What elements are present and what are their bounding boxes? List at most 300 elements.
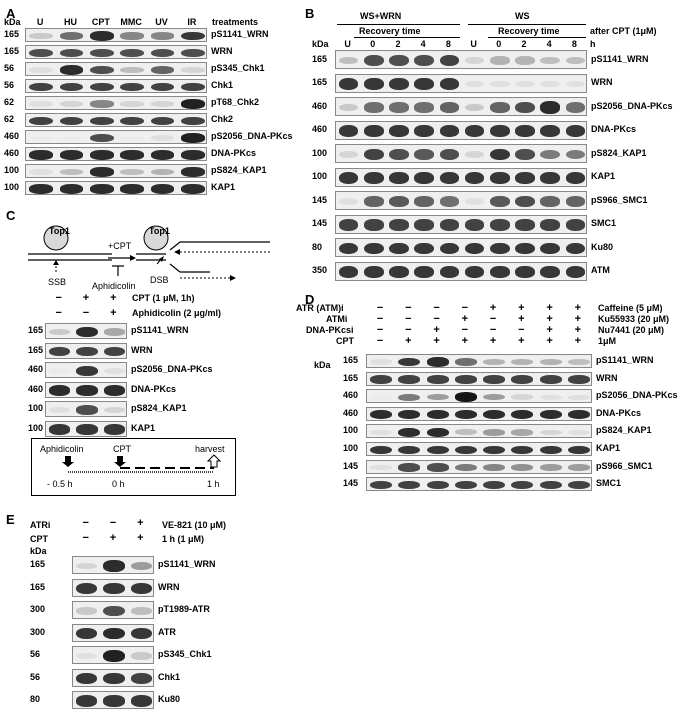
panel-d-band-2-1	[398, 394, 420, 401]
panel-b-band-5-7	[515, 172, 535, 184]
panel-e-blot-pS1141_WRN	[72, 556, 154, 574]
panel-d-sign-3-2: +	[433, 335, 440, 347]
panel-a-kda-5: 62	[4, 114, 15, 124]
panel-d-band-3-7	[568, 410, 590, 419]
panel-d-band-5-4	[483, 446, 505, 455]
panel-a-band-4-2	[90, 100, 114, 107]
panel-a-blot-KAP1	[25, 181, 207, 195]
panel-d-kda-3: 460	[343, 407, 359, 418]
panel-e-band-4-2	[131, 652, 152, 659]
panel-a-blot-WRN	[25, 45, 207, 59]
panel-d-kda-5: 100	[343, 443, 359, 453]
panel-d-band-4-7	[568, 430, 590, 435]
panel-b-band-6-9	[566, 196, 586, 207]
panel-e-band-1-0	[76, 583, 97, 594]
panel-e-band-1-1	[103, 583, 124, 594]
panel-e-blot-pT1989-ATR	[72, 601, 154, 619]
panel-a-name-0: pS1141_WRN	[211, 29, 269, 39]
panel-b-band-5-8	[540, 172, 560, 184]
panel-e-kda-5: 56	[30, 671, 41, 682]
panel-b-band-4-4	[440, 149, 460, 160]
panel-a-blot-DNA-PKcs	[25, 147, 207, 161]
panel-b-band-4-8	[540, 150, 560, 160]
panel-c-band-3-1	[76, 385, 97, 395]
panel-b-band-9-4	[440, 266, 460, 278]
panel-b-band-2-2	[389, 102, 409, 112]
panel-b-band-4-7	[515, 149, 535, 160]
panel-b-blot-ATM	[335, 262, 587, 281]
panel-d-band-0-5	[511, 359, 533, 365]
panel-a-band-9-0	[29, 184, 53, 193]
panel-a-band-7-5	[181, 150, 205, 159]
panel-b-band-4-9	[566, 150, 586, 160]
panel-d-label: D	[305, 292, 315, 307]
panel-b-band-1-5	[465, 81, 485, 88]
panel-b-band-0-2	[389, 55, 409, 66]
panel-a-kda-8: 100	[4, 165, 20, 175]
panel-d-band-7-0	[370, 481, 392, 490]
panel-e-blot-WRN	[72, 579, 154, 597]
panel-b-blot-pS1141_WRN	[335, 50, 587, 69]
panel-b-band-3-9	[566, 125, 586, 137]
panel-b-recovery2: Recovery time	[498, 26, 560, 36]
panel-d-blot-pS1141_WRN	[366, 354, 592, 368]
panel-c-plus-cpt: +CPT	[108, 241, 132, 251]
panel-d-kda-6: 145	[343, 460, 359, 471]
panel-b-band-8-9	[566, 243, 586, 255]
panel-b-recovery1-line	[354, 37, 460, 38]
panel-c-name-4: pS824_KAP1	[131, 403, 187, 413]
panel-c-kda-4: 100	[28, 403, 44, 413]
panel-d-right-3: 1μM	[598, 336, 617, 346]
panel-a-kda-label: kDa	[4, 17, 21, 27]
panel-a-blot-pS1141_WRN	[25, 28, 207, 42]
panel-b-kda-5: 100	[312, 171, 328, 181]
panel-d-band-7-2	[427, 481, 449, 490]
panel-a-band-1-0	[29, 49, 53, 57]
panel-a-band-8-5	[181, 167, 205, 176]
panel-d-kda-7: 145	[343, 478, 359, 489]
panel-c-band-3-0	[49, 385, 70, 395]
panel-e-cond2: CPT	[30, 534, 48, 544]
panel-d-sign-0-4: +	[489, 302, 497, 314]
panel-e-band-4-0	[76, 653, 97, 660]
panel-b-band-3-4	[440, 125, 460, 137]
panel-b-band-7-3	[414, 219, 434, 231]
panel-a-name-7: DNA-PKcs	[211, 148, 257, 158]
panel-b-col-8: 4	[546, 39, 552, 49]
panel-d-band-2-5	[511, 394, 533, 399]
panel-b-band-2-7	[515, 102, 535, 113]
panel-b-blot-WRN	[335, 74, 587, 93]
panel-b-kda-7: 145	[312, 218, 328, 228]
panel-d-sign-2-6: +	[546, 324, 553, 336]
panel-c-band-5-0	[49, 424, 70, 434]
panel-d-name-7: SMC1	[596, 478, 622, 489]
panel-b-band-8-2	[389, 243, 409, 255]
panel-c-blot-KAP1	[45, 421, 127, 437]
panel-e-blot-pS345_Chk1	[72, 646, 154, 664]
panel-c-blot-DNA-PKcs	[45, 382, 127, 398]
panel-b-band-3-2	[389, 125, 409, 137]
panel-b-band-2-3	[414, 102, 434, 112]
panel-c-label: C	[6, 208, 16, 223]
panel-a-band-3-2	[90, 83, 114, 92]
panel-d-sign-1-1: −	[405, 313, 412, 325]
panel-d-name-3: DNA-PKcs	[596, 407, 642, 418]
panel-b-blot-DNA-PKcs	[335, 121, 587, 140]
panel-b-band-1-4	[440, 78, 460, 90]
panel-b-col-0: U	[344, 39, 351, 49]
panel-b-band-3-5	[465, 125, 485, 137]
panel-d-band-7-4	[483, 481, 505, 490]
panel-b-blot-pS824_KAP1	[335, 144, 587, 163]
panel-b-band-7-2	[389, 219, 409, 231]
panel-b-band-4-0	[339, 151, 359, 158]
panel-a-col-UV: UV	[155, 17, 168, 27]
panel-e-name-6: Ku80	[158, 694, 181, 704]
panel-d-kda-2: 460	[343, 390, 359, 401]
panel-e-cond1: ATRi	[30, 520, 51, 530]
panel-a-name-6: pS2056_DNA-PKcs	[211, 131, 293, 141]
panel-b-band-8-8	[540, 243, 560, 255]
panel-c-band-4-0	[49, 407, 70, 413]
panel-d-band-6-3	[455, 464, 477, 471]
panel-d-sign-2-7: +	[574, 324, 582, 336]
panel-d-sign-3-7: +	[574, 335, 582, 347]
panel-d-sign-1-3: +	[461, 313, 469, 325]
panel-a-band-1-2	[90, 49, 114, 57]
panel-b-band-4-5	[465, 151, 485, 158]
panel-e-name-4: pS345_Chk1	[158, 649, 212, 659]
panel-b-col-5: U	[470, 39, 477, 49]
timeline-t2: 0 h	[112, 479, 125, 489]
panel-b-col-4: 8	[445, 39, 451, 49]
panel-d-sign-2-0: −	[376, 324, 384, 336]
panel-d-band-1-2	[427, 375, 449, 384]
panel-b-name-1: WRN	[591, 77, 613, 87]
panel-c-blot-pS1141_WRN	[45, 323, 127, 339]
panel-e-name-2: pT1989-ATR	[158, 604, 210, 614]
panel-b-band-3-6	[490, 125, 510, 137]
panel-d-band-2-3	[455, 392, 477, 402]
panel-d-band-2-7	[568, 395, 590, 400]
panel-b-band-1-0	[339, 78, 359, 90]
panel-a-band-2-3	[120, 67, 144, 73]
panel-a-band-1-3	[120, 49, 144, 57]
panel-b-band-4-1	[364, 149, 384, 161]
panel-b-name-2: pS2056_DNA-PKcs	[591, 100, 673, 111]
panel-b-band-0-3	[414, 55, 434, 66]
panel-b-band-8-1	[364, 243, 384, 255]
panel-d-sign-0-0: −	[376, 302, 384, 314]
panel-a-kda-4: 62	[4, 97, 15, 107]
panel-d-band-6-5	[511, 464, 533, 471]
panel-b-recovery2-line	[488, 37, 586, 38]
panel-a-band-6-5	[181, 133, 205, 142]
panel-b-blot-pS2056_DNA-PKcs	[335, 97, 587, 116]
panel-a-col-U: U	[36, 17, 44, 27]
panel-a-band-9-3	[120, 184, 144, 193]
panel-d-band-7-1	[398, 481, 420, 490]
panel-d-blot-DNA-PKcs	[366, 407, 592, 421]
panel-c-name-2: pS2056_DNA-PKcs	[131, 364, 213, 374]
panel-a-band-3-0	[29, 83, 53, 92]
panel-a-band-2-2	[90, 66, 114, 74]
panel-e-band-3-2	[131, 628, 152, 639]
panel-d-cond-2: DNA-PKcsi	[306, 325, 354, 335]
panel-e-label: E	[6, 512, 15, 527]
panel-d-band-2-0	[370, 395, 392, 400]
panel-a-band-8-2	[90, 167, 114, 176]
panel-c-band-2-0	[49, 368, 70, 374]
panel-e-blot-Ku80	[72, 691, 154, 709]
panel-b-name-4: pS824_KAP1	[591, 147, 647, 158]
panel-b-band-1-3	[414, 78, 434, 90]
panel-a-col-MMC: MMC	[120, 17, 142, 27]
panel-c-kda-0: 165	[28, 325, 44, 335]
panel-c-sign1-2: +	[110, 292, 117, 304]
panel-a-kda-3: 56	[4, 80, 15, 90]
panel-d-band-5-7	[568, 446, 590, 455]
panel-a-band-1-1	[60, 49, 84, 57]
panel-d-band-5-1	[398, 446, 420, 455]
panel-e-band-0-2	[131, 562, 152, 571]
panel-d-band-5-2	[427, 446, 449, 455]
panel-d-band-4-4	[483, 429, 505, 436]
panel-a-band-9-2	[90, 184, 114, 193]
panel-b-col-7: 2	[521, 39, 527, 49]
panel-a-band-9-5	[181, 184, 205, 193]
panel-a-band-3-3	[120, 83, 144, 92]
panel-b-band-2-6	[490, 102, 510, 113]
panel-d-band-1-1	[398, 375, 420, 384]
panel-b-band-7-0	[339, 219, 359, 231]
panel-b-band-5-2	[389, 172, 409, 184]
panel-b-recovery1: Recovery time	[359, 26, 421, 36]
panel-d-band-7-5	[511, 481, 533, 490]
panel-a-band-6-3	[120, 136, 144, 141]
panel-d-right-1: Ku55933 (20 μM)	[598, 314, 670, 324]
panel-d-band-4-5	[511, 429, 533, 435]
panel-a-band-7-4	[151, 150, 175, 159]
panel-b-band-7-9	[566, 219, 586, 231]
panel-a-band-0-4	[151, 32, 175, 39]
panel-d-band-6-6	[540, 464, 562, 471]
panel-d-name-5: KAP1	[596, 443, 621, 453]
panel-b-band-6-2	[389, 196, 409, 207]
panel-e-band-6-1	[103, 695, 124, 706]
panel-e-kda-label: kDa	[30, 546, 47, 556]
panel-b-band-7-5	[465, 219, 485, 231]
panel-b-band-9-7	[515, 266, 535, 278]
panel-d-band-0-3	[455, 358, 477, 366]
panel-a-label: A	[6, 6, 16, 21]
panel-a-band-4-3	[120, 101, 144, 106]
panel-c-band-4-1	[76, 405, 97, 415]
panel-e-band-1-2	[131, 583, 152, 594]
panel-a-band-0-0	[29, 33, 53, 39]
panel-b-band-6-3	[414, 196, 434, 207]
panel-d-kda-0: 165	[343, 355, 359, 365]
panel-a-blot-pS2056_DNA-PKcs	[25, 130, 207, 144]
panel-c-sign2-2: +	[110, 307, 117, 319]
panel-e-band-2-1	[103, 606, 124, 617]
panel-e-band-0-1	[103, 560, 124, 572]
panel-a-kda-2: 56	[4, 63, 15, 73]
panel-c-cond2: Aphidicolin (2 μg/ml)	[132, 308, 222, 318]
panel-b-band-7-8	[540, 219, 560, 231]
panel-a-band-2-4	[151, 66, 175, 74]
panel-b-band-0-8	[540, 57, 560, 65]
panel-c-band-3-2	[104, 385, 125, 395]
panel-c-kda-2: 460	[28, 364, 44, 374]
panel-b-band-3-3	[414, 125, 434, 137]
panel-b-kda-8: 80	[312, 241, 323, 252]
panel-d-band-1-7	[568, 375, 590, 384]
panel-a-band-8-0	[29, 169, 53, 174]
panel-a-name-4: pT68_Chk2	[211, 97, 260, 107]
panel-e-kda-0: 165	[30, 559, 46, 569]
panel-d-band-4-6	[540, 430, 562, 435]
panel-d-band-5-5	[511, 446, 533, 455]
panel-a-band-9-4	[151, 184, 175, 193]
panel-a-blot-pT68_Chk2	[25, 96, 207, 110]
panel-d-sign-3-1: +	[405, 335, 412, 347]
panel-d-band-3-0	[370, 410, 392, 419]
panel-d-cond-3: CPT	[336, 336, 354, 346]
panel-d-sign-1-4: −	[489, 313, 497, 325]
panel-d-sign-0-7: +	[574, 302, 582, 314]
panel-d-sign-3-6: +	[546, 335, 553, 347]
panel-a-band-8-3	[120, 169, 144, 175]
panel-e-right1: VE-821 (10 μM)	[162, 520, 227, 530]
panel-a-kda-6: 460	[4, 131, 20, 141]
panel-b-blot-Ku80	[335, 238, 587, 257]
panel-c-name-0: pS1141_WRN	[131, 325, 189, 335]
panel-a-kda-0: 165	[4, 29, 20, 39]
panel-e-band-3-1	[103, 628, 124, 640]
panel-d-band-7-6	[540, 481, 562, 490]
panel-d-blot-pS2056_DNA-PKcs	[366, 389, 592, 403]
panel-d-band-6-0	[370, 465, 392, 470]
panel-b-col-6: 0	[496, 39, 502, 49]
panel-d-band-3-1	[398, 410, 420, 419]
panel-d-sign-3-4: +	[489, 335, 497, 347]
panel-a-band-5-4	[151, 117, 175, 126]
panel-d-right-0: Caffeine (5 μM)	[598, 303, 663, 313]
panel-a-band-6-1	[60, 136, 84, 141]
panel-b-group2: WS	[515, 11, 530, 21]
panel-d-sign-2-1: −	[405, 324, 412, 336]
panel-c-blot-pS2056_DNA-PKcs	[45, 362, 127, 378]
panel-d-kda-1: 165	[343, 372, 359, 383]
panel-b-group2-line	[468, 24, 586, 25]
panel-d-band-6-1	[398, 463, 420, 471]
panel-b-band-1-8	[540, 81, 560, 88]
panel-a-col-IR: IR	[187, 17, 197, 27]
panel-d-band-4-3	[455, 429, 477, 435]
panel-b-band-5-1	[364, 172, 384, 184]
panel-a-band-5-5	[181, 117, 205, 126]
panel-b-kda-4: 100	[312, 147, 328, 158]
panel-e-band-6-2	[131, 695, 152, 706]
panel-b-band-6-6	[490, 196, 510, 207]
panel-d-band-2-2	[427, 394, 449, 401]
panel-c-ssb: SSB	[48, 277, 67, 287]
panel-b-band-4-2	[389, 149, 409, 160]
panel-a-name-3: Chk1	[211, 80, 234, 90]
panel-d-band-4-1	[398, 428, 420, 437]
panel-e-sign2-1: +	[109, 532, 117, 544]
timeline-t1: - 0.5 h	[47, 479, 73, 489]
panel-d-band-3-2	[427, 410, 449, 419]
panel-d-sign-0-6: +	[546, 302, 553, 314]
panel-e-blot-ATR	[72, 624, 154, 642]
panel-c-band-0-2	[104, 328, 125, 335]
panel-c-dsb: DSB	[150, 275, 169, 285]
panel-d-band-5-0	[370, 446, 392, 455]
panel-d-sign-2-2: +	[433, 324, 440, 336]
panel-c-band-0-1	[76, 327, 97, 337]
panel-d-band-6-2	[427, 463, 449, 471]
panel-d-kda-label: kDa	[314, 360, 331, 370]
timeline-harvest: harvest	[195, 444, 225, 454]
panel-a-name-5: Chk2	[211, 114, 234, 124]
panel-d-band-5-6	[540, 446, 562, 455]
panel-e-sign1-0: −	[82, 517, 89, 529]
panel-b-band-5-9	[566, 172, 586, 184]
panel-b-band-1-6	[490, 81, 510, 88]
panel-d-cond-1: ATMi	[326, 314, 348, 324]
panel-b-band-0-9	[566, 57, 586, 65]
panel-d-band-0-7	[568, 359, 590, 365]
panel-b-band-2-1	[364, 102, 384, 112]
panel-a-band-7-1	[60, 150, 84, 159]
panel-d-name-0: pS1141_WRN	[596, 355, 654, 365]
panel-d-sign-2-5: −	[518, 324, 525, 336]
panel-b-band-5-6	[490, 172, 510, 184]
panel-c-band-1-0	[49, 347, 70, 357]
panel-a-band-7-3	[120, 150, 144, 159]
panel-b-band-6-1	[364, 196, 384, 207]
panel-e-kda-1: 165	[30, 581, 46, 592]
panel-a-band-3-5	[181, 83, 205, 92]
panel-a-band-0-1	[60, 32, 84, 40]
panel-b-band-9-8	[540, 266, 560, 278]
panel-b-band-8-5	[465, 243, 485, 255]
panel-a-blot-Chk2	[25, 113, 207, 127]
panel-b-band-5-5	[465, 172, 485, 184]
panel-d-band-2-6	[540, 395, 562, 400]
panel-c-kda-1: 165	[28, 344, 44, 355]
panel-b-band-9-2	[389, 266, 409, 278]
panel-d-sign-1-5: +	[518, 313, 525, 325]
panel-b-group1: WS+WRN	[360, 11, 402, 21]
panel-b-band-4-3	[414, 149, 434, 160]
panel-b-kda-0: 165	[312, 53, 328, 64]
panel-a-band-6-0	[29, 136, 53, 141]
panel-a-kda-7: 460	[4, 148, 20, 158]
panel-b-band-2-0	[339, 104, 359, 112]
panel-b-col-1: 0	[370, 39, 376, 49]
panel-d-band-3-3	[455, 410, 477, 419]
panel-e-name-0: pS1141_WRN	[158, 559, 216, 569]
panel-b-kda-9: 350	[312, 265, 328, 275]
panel-a-band-7-0	[29, 150, 53, 159]
panel-c-name-1: WRN	[131, 344, 153, 355]
panel-a-band-3-1	[60, 83, 84, 92]
